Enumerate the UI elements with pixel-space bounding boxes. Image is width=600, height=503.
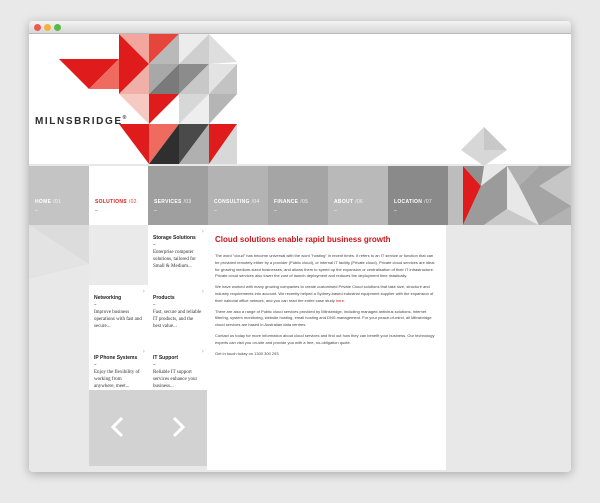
chevron-right-icon: › [201,228,204,235]
case-study-link[interactable]: here. [335,297,346,303]
art-triangle [448,166,463,225]
tile-title: IP Phone Systems [94,355,138,361]
tile-dash: – [94,362,97,368]
article-text: We have worked with many growing companies to create customised Private Cloud solutions that take size, structure and industry requirements into account. We recently helped a Sydney-based industrial equipment supplier with the expansion of their national office network, and you can read the entire case study [215,284,434,303]
nav-item-home[interactable] [29,166,89,225]
nav-item-solutions[interactable] [89,166,148,225]
nav-dash: – [154,208,158,214]
article-title: Cloud solutions enable rapid business growth [215,235,391,244]
chevron-right-icon: › [142,348,145,355]
tile-desc: Fast, secure and reliable IT products, and the best value... [153,310,202,329]
article [207,225,446,470]
nav-dash: – [35,208,39,214]
tile-products[interactable] [148,285,207,345]
nav-number: /02 [128,199,137,205]
nav-item-services[interactable] [148,166,208,225]
art-triangle [209,94,237,124]
tile-storage-solutions[interactable] [148,225,207,285]
nav-dash: – [274,208,278,214]
tile-title: Networking [94,295,122,301]
nav-number: /07 [424,199,432,205]
tile-blank [89,225,148,285]
tile-networking[interactable] [89,285,148,345]
title-bar [29,21,571,34]
nav-number: /06 [355,199,364,205]
art-triangle [149,94,179,124]
minimize-window-button[interactable] [44,24,51,31]
nav-item-location[interactable] [388,166,448,225]
close-window-button[interactable] [34,24,41,31]
nav-label: HOME [35,199,52,205]
brand-logo[interactable] [35,115,126,127]
art-triangle [119,124,149,164]
nav-label: CONSULTING [214,199,250,205]
next-arrow-icon[interactable] [163,412,193,442]
tile-dash: – [153,362,156,368]
nav-number: /05 [300,199,309,205]
nav-label: FINANCE [274,199,299,205]
tile-desc: Improve business operations with fast and secure... [94,310,142,329]
art-triangle [209,34,237,64]
tile-desc: Enterprise computer solutions, tailored for Small & Medium... [153,250,196,269]
nav-label: LOCATION [394,199,423,205]
article-paragraph: There are also a range of Public cloud services provided by Milnsbridge, including managed antivirus solutions, Internet filtering, system monitoring, website hosting, email hosting and DNS management. For your peace-of-mind, all Milnsbridge cloud services are based in Australian data centres. [215,308,432,328]
nav-dash: – [334,208,338,214]
nav-item-finance[interactable] [268,166,328,225]
chevron-right-icon: › [142,288,145,295]
tile-desc: Enjoy the flexibility of working from anywhere, meet... [94,370,140,389]
nav-item-consulting[interactable] [208,166,268,225]
article-paragraph [215,284,438,304]
nav-number: /03 [183,199,192,205]
chevron-right-icon: › [201,348,204,355]
nav-label: SOLUTIONS [95,199,127,205]
tile-dash: – [153,242,156,248]
registered-mark: ® [122,115,127,121]
art-triangle [484,127,507,150]
chevron-right-icon: › [201,288,204,295]
nav-label: SERVICES [154,199,182,205]
previous-arrow-icon[interactable] [103,412,133,442]
article-paragraph: The word "cloud" has become universal with the word "hosting" in recent times. It refers to an IT service or function that can be provided remotely either by a provider (Public cloud), or internal IT facility (Private cloud). Private cloud services are ideal for growing medium-sized businesses, and allows them to speed up the expansion or centralisation of their IT infrastructure. Private cloud services also lower the cost of launch deployment and reduces the deployment time drastically. [215,253,435,279]
brand-name: MILNSBRIDGE [35,116,123,127]
browser-window [29,21,571,472]
nav-dash: – [394,208,398,214]
pager [89,390,207,466]
tile-dash: – [153,302,156,308]
web-page [29,34,571,472]
article-paragraph: Contact us today for more information about cloud services and find out how they can benefit your business. Our technology experts can visit you on-site and provide you with a free, no-obligation quote. [215,332,435,345]
zoom-window-button[interactable] [54,24,61,31]
nav-number: /01 [53,199,62,205]
main-nav [29,166,449,225]
nav-item-about[interactable] [328,166,388,225]
tile-title: Storage Solutions [153,235,196,241]
tile-title: IT Support [153,355,178,361]
nav-label: ABOUT [334,199,354,205]
nav-dash: – [95,208,99,214]
tile-dash: – [94,302,97,308]
tile-title: Products [153,295,175,301]
nav-dash: – [214,208,218,214]
contact-line: Get in touch today on 1300 300 293 [215,350,279,356]
nav-number: /04 [251,199,260,205]
tile-desc: Reliable IT support services enhance your business... [153,370,198,389]
